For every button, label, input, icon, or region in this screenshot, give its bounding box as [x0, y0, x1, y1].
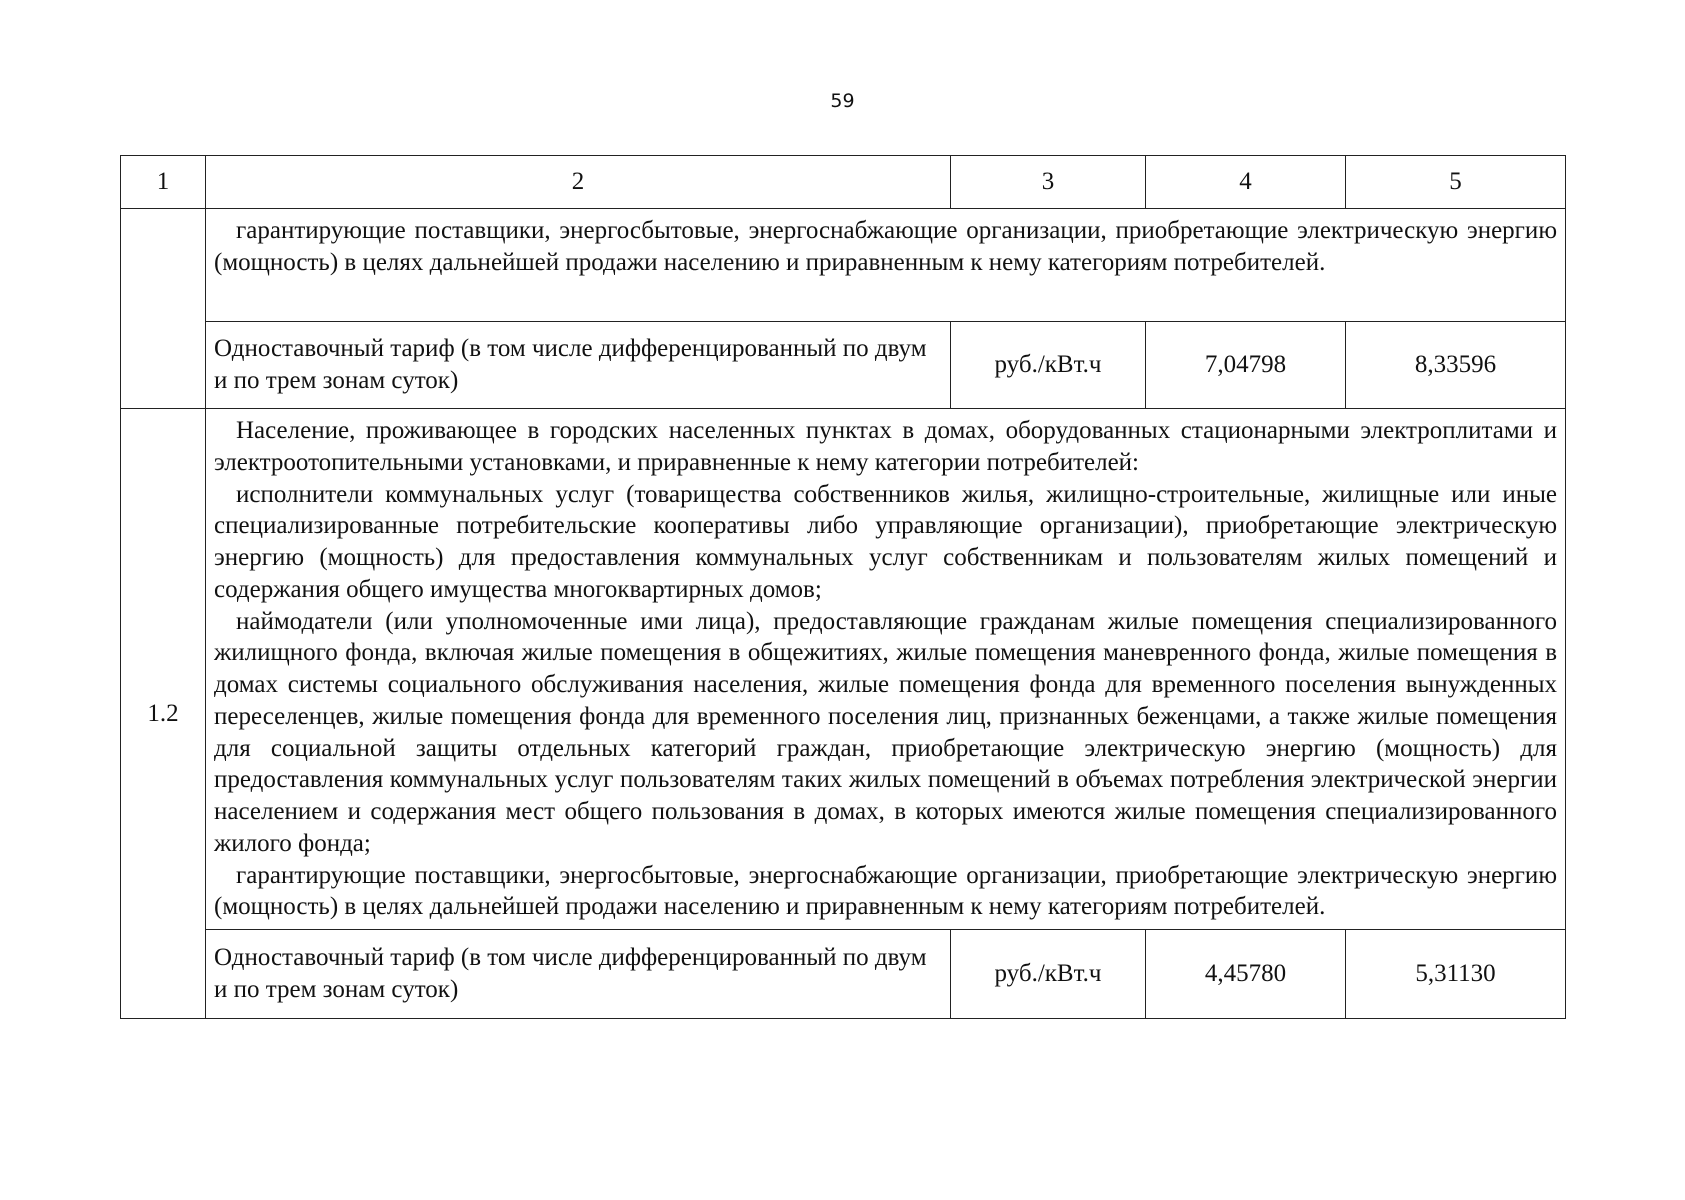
section-1-2-number: 1.2 — [121, 409, 206, 1019]
header-row — [121, 156, 1566, 209]
section-1-2-paragraph: гарантирующие поставщики, энергосбытовые, энергоснабжающие организации, приобретающие электрическую энергию (мощность) в целях дальнейшей продажи населению и приравненным к нему категориям потребителей. — [214, 861, 1557, 921]
section-prev-tariff-value-4: 7,04798 — [1146, 322, 1346, 409]
section-prev-number-cell — [121, 209, 206, 409]
section-1-2-tariff-value-4: 4,45780 — [1146, 930, 1346, 1019]
section-prev-description-text: гарантирующие поставщики, энергосбытовые, энергоснабжающие организации, приобретающие электрическую энергию (мощность) в целях дальнейшей продажи населению и приравненным к нему категориям потребителей. — [214, 217, 1557, 276]
section-1-2-paragraph: Население, проживающее в городских населенных пунктах в домах, оборудованных стационарными электроплитами и электроотопительными установками, и приравненные к нему категории потребителей: — [214, 417, 1557, 476]
header-col-5: 5 — [1346, 156, 1566, 209]
section-1-2-tariff-row — [121, 930, 1566, 1019]
section-1-2-paragraph: исполнители коммунальных услуг (товарищества собственников жилья, жилищно-строительные, жилищные или иные специализированные потребительские кооперативы либо управляющие организации), приобретающие электрическую энергию (мощность) для предоставления коммунальных услуг собственникам и пользователям жилых помещений и содержания общего имущества многоквартирных домов; — [214, 480, 1557, 603]
section-1-2-paragraph: наймодатели (или уполномоченные ими лица), предоставляющие гражданам жилые помещения специализированного жилищного фонда, включая жилые помещения в общежитиях, жилые помещения маневренного фонда, жилые помещения в домах системы социального обслуживания населения, жилые помещения фонда для временного поселения вынужденных переселенцев, жилые помещения фонда для временного поселения лиц, признанных беженцами, а также жилые помещения для социальной защиты отдельных категорий граждан, приобретающие электрическую энергию (мощность) для предоставления коммунальных услуг пользователям таких жилых помещений в объемах потребления электрической энергии населением и содержания мест общего пользования в домах, в которых имеются жилые помещения специализированного жилого фонда; — [214, 607, 1557, 857]
section-prev-description-row — [121, 209, 1566, 322]
section-1-2-description-row — [121, 409, 1566, 930]
section-prev-description — [206, 209, 1566, 322]
tariff-table — [120, 155, 1566, 1019]
header-col-3: 3 — [951, 156, 1146, 209]
section-prev-tariff-value-5: 8,33596 — [1346, 322, 1566, 409]
section-prev-tariff-label: Одноставочный тариф (в том числе дифференцированный по двум и по трем зонам суток) — [206, 322, 951, 409]
header-col-2: 2 — [206, 156, 951, 209]
page-number: 59 — [830, 90, 855, 112]
section-prev-tariff-row — [121, 322, 1566, 409]
section-1-2-tariff-value-5: 5,31130 — [1346, 930, 1566, 1019]
section-1-2-tariff-label: Одноставочный тариф (в том числе дифференцированный по двум и по трем зонам суток) — [206, 930, 951, 1019]
section-1-2-tariff-unit: руб./кВт.ч — [951, 930, 1146, 1019]
header-col-1: 1 — [121, 156, 206, 209]
section-prev-tariff-unit: руб./кВт.ч — [951, 322, 1146, 409]
section-1-2-description — [206, 409, 1566, 930]
header-col-4: 4 — [1146, 156, 1346, 209]
